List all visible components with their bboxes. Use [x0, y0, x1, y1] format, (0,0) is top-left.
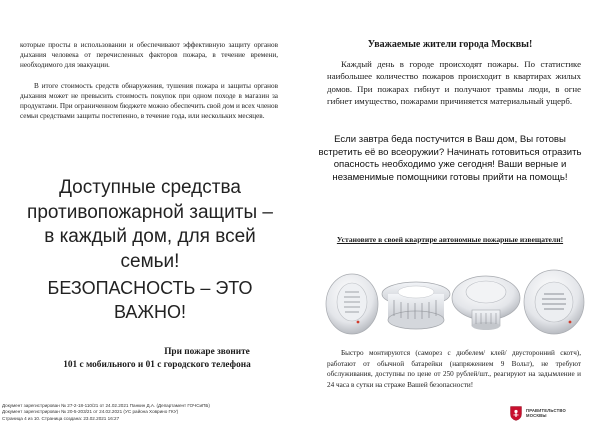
smoke-detector-4 — [524, 270, 584, 334]
footer-line-1: Документ зарегистрирован № 27-2-18-110/21 от 24.02.2021 Панкин Д.А. (Департамент ГОЧСиПБ) — [2, 403, 210, 408]
registration-footer — [2, 403, 462, 422]
gov-label-line-2: МОСКВЫ — [526, 413, 547, 419]
moscow-coat-of-arms-icon — [510, 406, 522, 421]
moscow-government-label — [526, 408, 588, 419]
install-detectors-heading: Установите в своей квартире автономные пожарные извещатели! — [336, 235, 564, 244]
gov-label-line-1: ПРАВИТЕЛЬСТВО — [526, 408, 566, 413]
safety-important-heading: БЕЗОПАСНОСТЬ – ЭТО ВАЖНО! — [47, 278, 253, 322]
emergency-call-text — [22, 346, 292, 373]
call-line-2: 101 с мобильного и 01 с городского телефона — [63, 360, 251, 371]
fire-statistics-paragraph: Каждый день в городе происходят пожары. По статистике наибольшее количество пожаров происходит в квартирах жилых домов. При пожарах гибнут и получают травмы люди, в огне гибнет имущество, пожарами причиняется материальный ущерб. — [327, 59, 581, 107]
footer-line-2: Документ зарегистрирован № 20-5-203/21 от 24.02.2021 (УС района Ховрино ГКУ) — [2, 409, 179, 415]
smoke-detector-1 — [326, 274, 378, 334]
moscow-government-logo — [510, 406, 598, 422]
footer-line-3: Страница 4 из 10. Страница создана: 23.02.2021 16:27 — [2, 415, 120, 421]
smoke-detectors-image — [324, 258, 586, 340]
affordable-protection-heading: Доступные средства противопожарной защиты – в каждый дом, для всей семьи! — [27, 177, 273, 272]
left-paragraph-2: В итоге стоимость средств обнаружения, тушения пожара и защиты органов дыхания может не превысить стоимость покупок при одном походе в магазин за продуктами. При ограниченном бюджете можно обеспечить свой дом и всех членов семьи средствами защиты постепенно, в течение года, или нескольких месяцев. — [20, 82, 278, 121]
call-line-1: При пожаре звоните — [164, 347, 250, 357]
left-paragraph-1: которые просты в использовании и обеспечивают эффективную защиту органов дыхания человека от перечисленных факторов пожара, в течение времени, необходимого для эвакуации. — [20, 41, 278, 70]
preparedness-question: Если завтра беда постучится в Ваш дом, Вы готовы встретить её во всеоружии? Начинать готовиться отразить опасность необходимо уже сегодня! Ваши верные и незаменимые помощники готовы прийти на помощь! — [318, 134, 582, 183]
residents-title: Уважаемые жители города Москвы! — [367, 39, 533, 50]
detector-description: Быстро монтируются (саморез с дюбелем/ клей/ двусторонний скотч), работают от обычной батарейки (напряжением 9 Вольт), не требуют обслуживания, доступны по цене от 250 рублей/шт., реагируют на задымление и 24 часа в сутки на страже Вашей безопасности! — [327, 349, 581, 389]
smoke-detector-2 — [382, 282, 450, 329]
